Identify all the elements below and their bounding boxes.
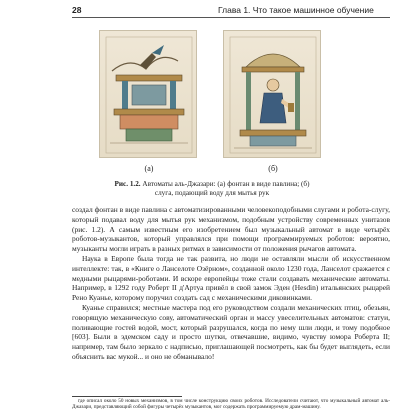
caption-number: Рис. 1.2. <box>114 180 141 188</box>
paragraph: создал фонтан в виде павлина с автоматизированными человекоподобными слугами и робота-слугу, который подавал воду для мытья рук механизмом, подобным устройству современных унитазов (рис. 1.2). А самым известным его изобретением был музыкальный автомат в виде четырёх роботов-музыкантов, который управлялся при помощи программируемых роботов: вероятно, музыканты могли играть в разных ритмах в зависимости от положения рычагов автомата. <box>72 205 390 254</box>
figure-1-2 <box>99 30 321 158</box>
chapter-title: Глава 1. Что такое машинное обучение <box>218 5 374 15</box>
figure-label-a: (а) <box>144 164 154 173</box>
figure-label-b: (б) <box>268 164 278 173</box>
illustration-servant-automaton <box>223 30 321 158</box>
footnote-text: где описал около 50 новых механизмов, в том числе конструкцию своих роботов. Исследователи считают, что музыкальный автомат аль-Джазари, представляющий собой фигуры четырёх музыкантов, мог содержать программируемую драм-машину. <box>72 398 390 411</box>
servant-automaton-drawing <box>224 31 321 158</box>
paragraph: Куанье справился; местные мастера под его руководством создали механических птиц, обезьян, говорящую механическую сову, автоматический орган и массу увеселительных автоматов: статуи, поливающие гостей водой, мост, который разрушался, когда по нему шли люди, и тому подобное [603]. Были в эдемском саду и просто шутки, отвечавшие, видимо, чувству юмора Роберта II; например, там было зеркало с надписью, приглашающей посмотреть, как бы будет выглядеть, если объяснить вас мукой... и оно не обманывало! <box>72 302 390 361</box>
page-number: 28 <box>72 5 82 15</box>
footnote <box>72 398 390 411</box>
main-text <box>72 205 390 362</box>
paragraph: Наука в Европе была тогда не так развита, но люди не оставляли мысли об искусственном интеллекте: так, в «Книге о Ланселоте Озёрном», созданной около 1230 года, Ланселот сражается с медными рыцарями-роботами. И вскоре европейцы тоже стали создавать механические автоматы. Например, в 1292 году Роберт II д'Артуа привёл в свой замок Эден (Hesdin) итальянских рыцарей Рено Куанье, которому поручил создать сад с механическими диковинками. <box>72 253 390 303</box>
running-header <box>72 5 390 18</box>
illustration-peacock-fountain <box>99 30 197 158</box>
caption-text: Автоматы аль-Джазари: (а) фонтан в виде павлина; (б) слуга, подающий воду для мытья рук <box>140 180 310 198</box>
footnote-divider <box>72 396 182 397</box>
peacock-fountain-drawing <box>100 31 197 158</box>
figure-caption <box>106 180 318 198</box>
